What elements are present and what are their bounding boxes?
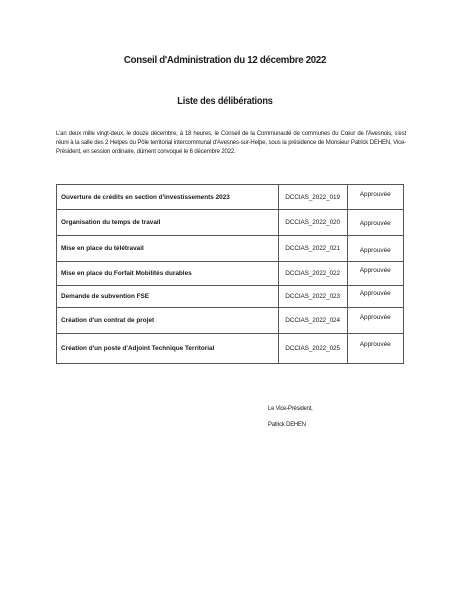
table-row: [57, 286, 404, 308]
table-row: [57, 262, 404, 286]
deliberation-status: Approuvée: [359, 220, 391, 227]
deliberation-status-cell: [347, 308, 403, 334]
table-row: [57, 236, 404, 262]
deliberation-reference: DCCIAS_2022_021: [278, 236, 347, 262]
table-row: [57, 185, 404, 210]
deliberation-status-cell: [347, 334, 403, 364]
deliberation-object: Organisation du temps de travail: [57, 210, 279, 236]
deliberation-object: Ouverture de crédits en section d'investissements 2023: [57, 185, 279, 210]
document-subtitle: Liste des délibérations: [177, 96, 273, 107]
deliberation-status-cell: [347, 210, 403, 236]
deliberation-reference: DCCIAS_2022_024: [278, 308, 347, 334]
deliberation-object: Création d'un poste d'Adjoint Technique Territorial: [57, 334, 279, 364]
signature-role: Le Vice-Président,: [268, 405, 313, 412]
document-title: Conseil d'Administration du 12 décembre 2022: [123, 54, 327, 66]
deliberation-status-cell: [347, 236, 403, 262]
deliberation-status: Approuvée: [359, 267, 391, 274]
deliberation-status: Approuvée: [359, 290, 391, 297]
deliberation-status: Approuvée: [359, 190, 391, 198]
deliberation-reference: DCCIAS_2022_022: [278, 262, 347, 286]
deliberation-object: Mise en place du Forfait Mobilités durables: [57, 262, 279, 286]
deliberation-object: Mise en place du télétravail: [57, 236, 279, 262]
deliberation-reference: DCCIAS_2022_020: [278, 210, 347, 236]
deliberations-table: [56, 184, 404, 364]
table-row: [57, 334, 404, 364]
table-row: [57, 308, 404, 334]
deliberation-object: Demande de subvention FSE: [57, 286, 279, 308]
deliberation-reference: DCCIAS_2022_023: [278, 286, 347, 308]
deliberation-reference: DCCIAS_2022_019: [278, 185, 347, 210]
deliberation-status-cell: [347, 286, 403, 308]
table-row: [57, 210, 404, 236]
deliberation-status: Approuvée: [359, 341, 391, 348]
signature-name: Patrick DEHEN: [268, 421, 306, 428]
deliberation-status: Approuvée: [359, 314, 391, 321]
deliberation-status-cell: [347, 185, 403, 210]
deliberation-object: Création d'un contrat de projet: [57, 308, 279, 334]
deliberation-status-cell: [347, 262, 403, 286]
intro-paragraph: L'an deux mille vingt-deux, le douze décembre, à 18 heures, le Conseil de la Communauté de communes du Cœur de l'Avesnois, s'est réuni à la salle des 2 Helpes du Pôle territorial intercommunal d'Avesnes-sur-Helpe, sous la présidence de Monsieur Patrick DEHEN, Vice-Président, en session ordinaire, dûment convoqué le 6 décembre 2022.: [56, 131, 406, 155]
deliberation-reference: DCCIAS_2022_025: [278, 334, 347, 364]
signature-block: [268, 401, 313, 433]
deliberation-status: Approuvée: [359, 247, 391, 254]
